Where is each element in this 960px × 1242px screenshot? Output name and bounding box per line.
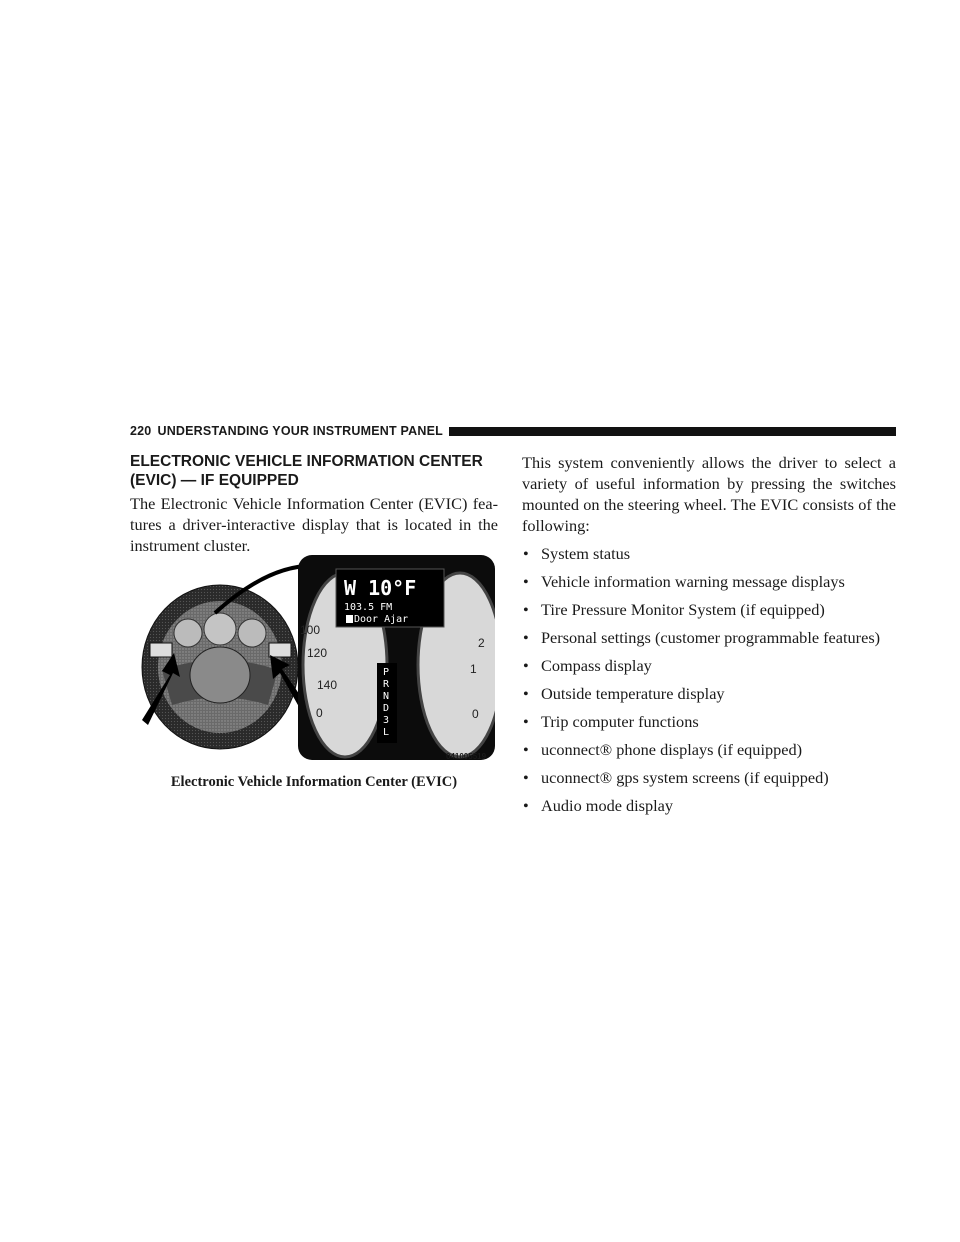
- list-item: • uconnect® phone displays (if equipped): [522, 739, 896, 767]
- bullet-icon: •: [523, 712, 529, 731]
- left-column: [130, 452, 498, 556]
- list-item: • uconnect® gps system screens (if equipped): [522, 767, 896, 795]
- bullet-icon: •: [523, 600, 529, 619]
- list-item: • Trip computer functions: [522, 711, 896, 739]
- bullet-icon: •: [523, 796, 529, 815]
- header-rule: [449, 427, 896, 436]
- bullet-icon: •: [523, 656, 529, 675]
- bullet-icon: •: [523, 572, 529, 591]
- section-paragraph: The Electronic Vehicle Information Center (EVIC) fea-tures a driver-interactive display that is located in the instrument cluster.: [130, 494, 498, 555]
- list-item: • Vehicle information warning message displays: [522, 571, 896, 599]
- bullet-icon: •: [523, 684, 529, 703]
- feature-list: [522, 543, 896, 823]
- intro-paragraph: This system conveniently allows the driver to select a variety of useful information by pressing the switches mounted on the steering wheel. The EVIC consists of the following:: [522, 453, 896, 535]
- section-title-line1: ELECTRONIC VEHICLE INFORMATION CENTER: [130, 453, 483, 470]
- list-item: • Audio mode display: [522, 795, 896, 823]
- list-item: • System status: [522, 543, 896, 571]
- evic-illustration: [140, 555, 495, 760]
- section-title: [130, 452, 498, 490]
- display-line1: W 10°F: [344, 576, 417, 600]
- gear-letter: D: [383, 703, 390, 714]
- gear-letter: 3: [383, 715, 390, 726]
- right-column: [522, 452, 896, 823]
- speed-label-120: 120: [307, 646, 328, 660]
- list-item: • Personal settings (customer programmable features): [522, 627, 896, 655]
- page-header: [130, 422, 896, 440]
- figure-caption: Electronic Vehicle Information Center (EVIC): [170, 774, 458, 790]
- bullet-icon: •: [523, 768, 529, 787]
- speed-label-100: 100: [300, 623, 321, 637]
- gear-letter: R: [383, 679, 390, 690]
- chapter-title: UNDERSTANDING YOUR INSTRUMENT PANEL: [157, 424, 443, 438]
- bullet-icon: •: [523, 544, 529, 563]
- figure-id: 041005519: [446, 752, 487, 761]
- bullet-icon: •: [523, 740, 529, 759]
- list-item: • Tire Pressure Monitor System (if equipped): [522, 599, 896, 627]
- display-line3: Door Ajar: [354, 614, 409, 625]
- speed-label-0: 0: [316, 706, 323, 720]
- svg-text:1: 1: [470, 662, 477, 676]
- bullet-icon: •: [523, 628, 529, 647]
- gear-letter: N: [383, 691, 390, 702]
- gear-letter: L: [383, 727, 390, 738]
- section-title-line2: (EVIC) — IF EQUIPPED: [130, 472, 299, 489]
- gear-letter: P: [383, 667, 390, 678]
- page-number: 220: [130, 424, 152, 438]
- speed-label-140: 140: [317, 678, 338, 692]
- list-item: • Outside temperature display: [522, 683, 896, 711]
- display-line2: 103.5 FM: [344, 602, 393, 613]
- gear-indicator: [383, 667, 390, 738]
- svg-text:2: 2: [478, 636, 485, 650]
- instrument-cluster: [298, 555, 495, 760]
- svg-text:0: 0: [472, 707, 479, 721]
- list-item: • Compass display: [522, 655, 896, 683]
